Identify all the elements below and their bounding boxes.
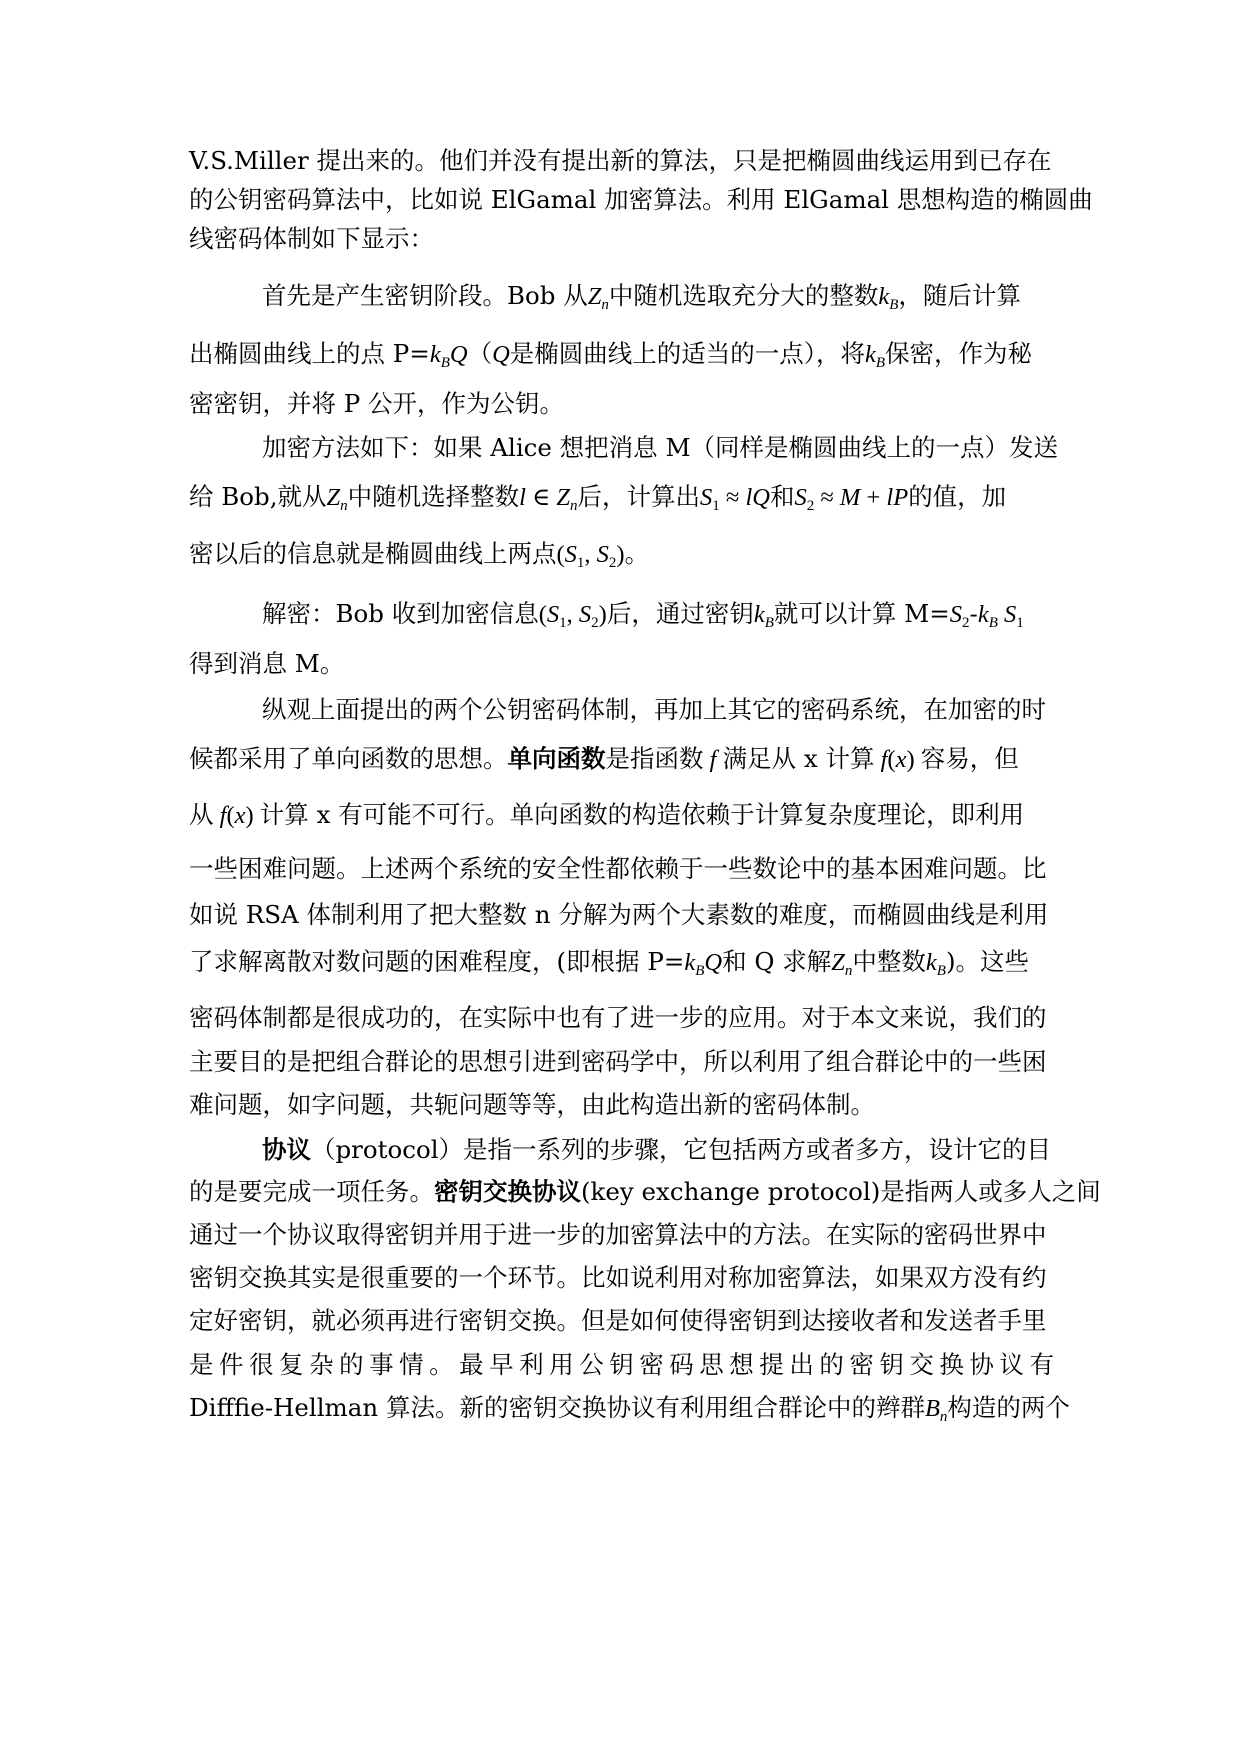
text-line: 是 件 很 复 杂 的 事 情 。 最 早 利 用 公 钥 密 码 思 想 提 出 的 密 钥 交 换 协 议 有 bbox=[189, 1350, 1054, 1379]
text-line: 出椭圆曲线上的点 $P=k_BQ(Q$是椭圆曲线上的适当的一点），将$k_B$保密，作为秘 bbox=[189, 339, 1033, 371]
text-line: 协议（protocol）是指一系列的步骤，它包括两方或者多方，设计它的目 bbox=[262, 1135, 1052, 1164]
text-line: 一些困难问题。上述两个系统的安全性都依赖于一些数论中的基本困难问题。比 bbox=[189, 854, 1047, 883]
text-line: 的是要完成一项任务。密钥交换协议(key exchange protocol)是指两人或多人之间 bbox=[189, 1177, 1101, 1206]
text-line: Difffie-Hellman 算法。新的密钥交换协议有利用组合群论中的辫群$B_n$构造的两个 bbox=[189, 1393, 1070, 1425]
text-line: 从 f(x) 计算 x 有可能不可行。单向函数的构造依赖于计算复杂度理论，即利用 bbox=[189, 800, 1025, 829]
text-line: 定好密钥，就必须再进行密钥交换。但是如何使得密钥到达接收者和发送者手里 bbox=[189, 1306, 1047, 1335]
text-line: 密钥交换其实是很重要的一个环节。比如说利用对称加密算法，如果双方没有约 bbox=[189, 1263, 1047, 1292]
text-line: 密码体制都是很成功的，在实际中也有了进一步的应用。对于本文来说，我们的 bbox=[189, 1003, 1047, 1032]
text-line: 通过一个协议取得密钥并用于进一步的加密算法中的方法。在实际的密码世界中 bbox=[189, 1220, 1047, 1249]
text-line: 难问题，如字问题，共轭问题等等，由此构造出新的密码体制。 bbox=[189, 1090, 875, 1119]
text-line: 密以后的信息就是椭圆曲线上两点($S_1$, $S_2$)。 bbox=[189, 539, 650, 571]
text-line: 如说 RSA 体制利用了把大整数 n 分解为两个大素数的难度，而椭圆曲线是利用 bbox=[189, 900, 1049, 929]
text-line: 给 Bob,就从$Z_n$中随机选择整数l ∈ $Z_n$后，计算出$S_1$ ≈ lQ和$S_2 \approx M$ + lP的值，加 bbox=[189, 482, 1007, 514]
text-line: 线密码体制如下显示： bbox=[189, 224, 434, 253]
text-line: 解密：Bob 收到加密信息($S_1$, $S_2$)后，通过密钥$k_B$就可以计算 $M=S_2-k_B$ $S_1$ bbox=[262, 599, 1024, 631]
text-line: 主要目的是把组合群论的思想引进到密码学中，所以利用了组合群论中的一些困 bbox=[189, 1047, 1047, 1076]
text-line: 得到消息 M。 bbox=[189, 649, 345, 678]
text-line: 密密钥，并将 P 公开，作为公钥。 bbox=[189, 389, 565, 418]
text-line: 候都采用了单向函数的思想。单向函数是指函数 f 满足从 x 计算 f(x) 容易，但 bbox=[189, 744, 1019, 773]
text-line: V.S.Miller 提出来的。他们并没有提出新的算法，只是把椭圆曲线运用到已存在 bbox=[189, 146, 1052, 175]
text-line: 加密方法如下：如果 Alice 想把消息 M（同样是椭圆曲线上的一点）发送 bbox=[262, 433, 1059, 462]
text-line: 了求解离散对数问题的困难程度，(即根据 $P=k_BQ$和 Q 求解$Z_n$中整数$k_B$)。这些 bbox=[189, 947, 1030, 979]
text-line: 首先是产生密钥阶段。Bob 从$Z_n$中随机选取充分大的整数$k_B$，随后计算 bbox=[262, 281, 1021, 313]
text-line: 纵观上面提出的两个公钥密码体制，再加上其它的密码系统，在加密的时 bbox=[262, 695, 1046, 724]
text-line: 的公钥密码算法中，比如说 ElGamal 加密算法。利用 ElGamal 思想构造的椭圆曲 bbox=[189, 185, 1093, 214]
